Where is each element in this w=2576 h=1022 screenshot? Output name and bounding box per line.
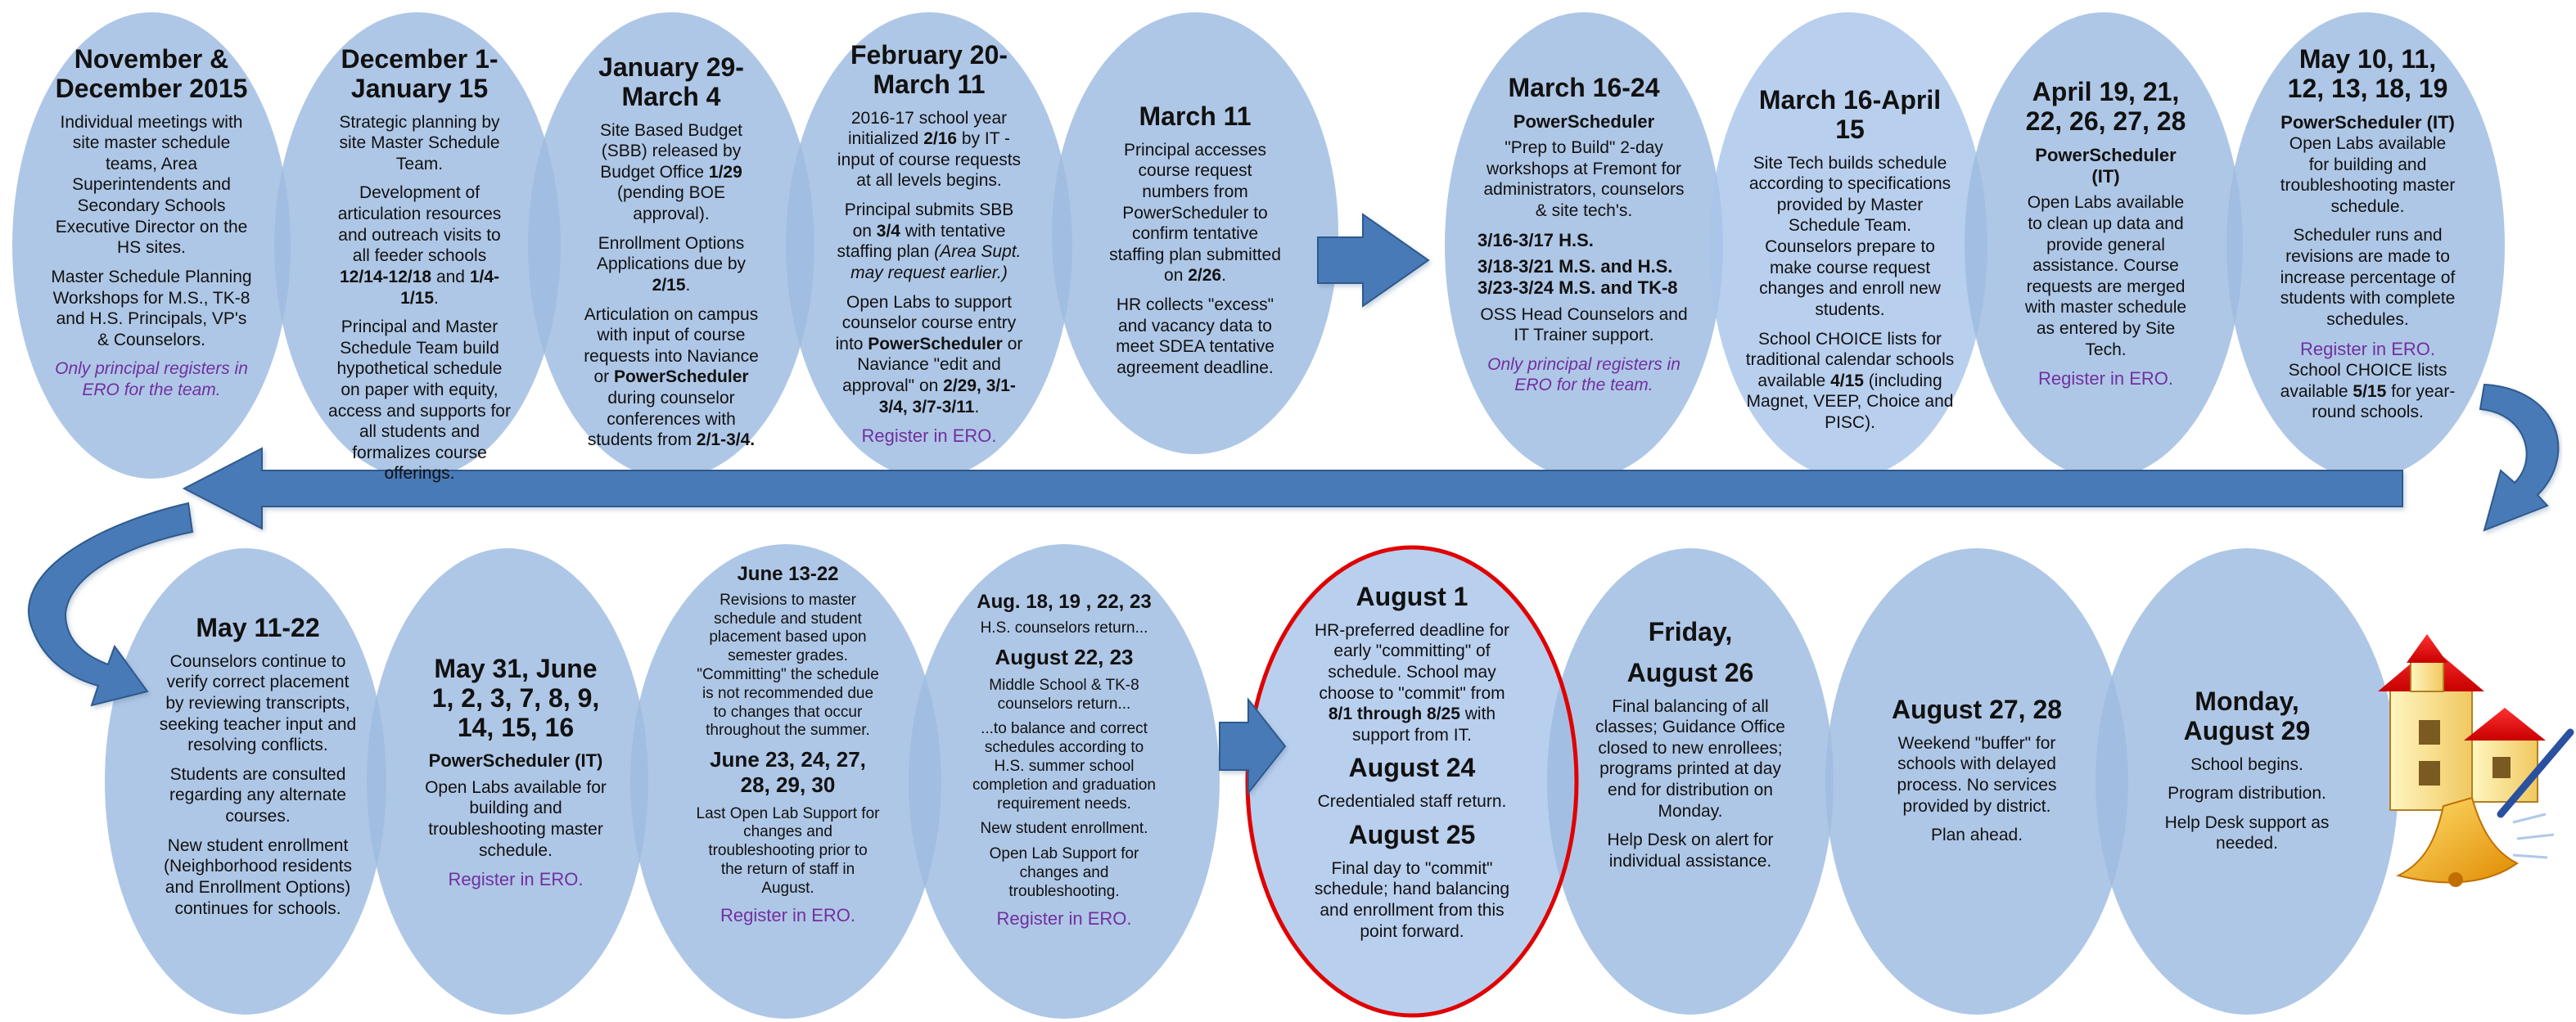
phase-title: August 25 [1348, 819, 1476, 849]
phase-april [2022, 78, 2190, 397]
right-curve-arrow-icon [2480, 385, 2558, 530]
phase-text: Strategic planning by site Master Schedule Team. [339, 112, 500, 173]
phase-subhead: June 23, 24, 27, 28, 29, 30 [710, 747, 866, 798]
phase-title: December 1- January 15 [341, 44, 499, 103]
phase-text: HR-preferred deadline for early "committing" of schedule. School may choose to "commit" from 8/1 through 8/25 with support from IT. [1314, 620, 1510, 745]
phase-text: Counselors continue to verify correct placement by reviewing transcripts, seeking teacher input and resolving conflicts. [159, 651, 357, 755]
phase-text: Final balancing of all classes; Guidance Office closed to new enrollees; programs printed at day end for distribution on Monday. [1595, 696, 1785, 821]
phase-subhead: June 13-22 [737, 563, 839, 585]
schoolhouse-with-bell-icon [2378, 634, 2570, 887]
phase-title: Friday, [1648, 617, 1733, 646]
registration-note: Only principal registers in ERO for the team. [55, 359, 248, 399]
phase-may-10 [2280, 45, 2456, 431]
phase-text: Help Desk support as needed. [2164, 813, 2330, 853]
workshop-date: 3/16-3/17 H.S. [1477, 229, 1594, 250]
phase-title: March 16-24 [1508, 73, 1660, 102]
phase-subhead: PowerScheduler (IT) [428, 750, 603, 772]
phase-text: Development of articulation resources and outreach visits to all feeder schools 12/14-12/18 and 1/4-1/15. [337, 183, 502, 308]
phase-title: Monday, August 29 [2183, 687, 2311, 745]
phase-text: Principal and Master Schedule Team build hypothetical schedule on paper with equity, access and supports for all students and formalizes course offerings. [328, 317, 511, 484]
phase-may-june [422, 655, 610, 898]
phase-title: August 26 [1626, 657, 1754, 687]
phase-title: August 24 [1348, 753, 1476, 783]
register-link[interactable]: Register in ERO. [2299, 338, 2436, 359]
phase-mar-16-24 [1477, 74, 1690, 402]
phase-text: OSS Head Counselors and IT Trainer support. [1480, 304, 1688, 345]
phase-text: 2016-17 school year initialized 2/16 by IT - input of course requests at all levels begins. [837, 108, 1022, 191]
phase-nov-dec-2015 [49, 45, 254, 407]
phase-text: Principal accesses course request numbers from PowerScheduler to confirm tentative staffing plan submitted on 2/26. [1109, 140, 1281, 286]
phase-text: H.S. counselors return... [980, 619, 1148, 637]
phase-text: Site Tech builds schedule according to specifications provided by Master Schedule Team. Counselors prepare to make course request changes and enroll new students. [1748, 153, 1951, 319]
phase-text: "Prep to Build" 2-day workshops at Fremont for administrators, counselors & site tech's. [1483, 138, 1685, 221]
phase-text: School CHOICE lists available 5/15 for year-round schools. [2280, 360, 2456, 422]
phase-text: Scheduler runs and revisions are made to increase percentage of students with complete schedules. [2280, 226, 2456, 329]
phase-text: School CHOICE lists for traditional calendar schools available 4/15 (including Magnet, VEEP, Choice and PISC). [1745, 329, 1955, 432]
phase-subhead: PowerScheduler (IT) [2281, 111, 2455, 133]
phase-text: Master Schedule Planning Workshops for M.S., TK-8 and H.S. Principals, VP's & Counselors. [51, 267, 252, 349]
phase-title: March 16-April 15 [1758, 85, 1942, 144]
phase-text: Middle School & TK-8 counselors return... [989, 676, 1139, 713]
phase-text: Last Open Lab Support for changes and troubleshooting prior to the return of staff in August. [696, 804, 880, 897]
registration-note: Only principal registers in ERO for the team. [1487, 355, 1680, 395]
phase-text: School begins. [2190, 754, 2303, 774]
phase-mar-11 [1105, 102, 1285, 387]
phase-aug-18 [970, 591, 1158, 936]
phase-text: Program distribution. [2168, 784, 2326, 804]
phase-text: Revisions to master schedule and student placement based upon semester grades. "Committing" the schedule is not recommended due to changes that occur throughout the summer. [697, 591, 879, 740]
phase-title: May 10, 11, 12, 13, 18, 19 [2287, 44, 2448, 103]
phase-aug-27 [1883, 696, 2071, 854]
phase-subhead: PowerScheduler (IT) [2035, 144, 2177, 187]
phase-text: Weekend "buffer" for schools with delayed process. No services provided by district. [1897, 733, 2057, 816]
phase-dec-jan [327, 45, 512, 493]
workshop-date: 3/18-3/21 M.S. and H.S. [1477, 256, 1673, 277]
phase-text: Students are consulted regarding any alternate courses. [169, 764, 346, 826]
phase-mar-apr [1744, 86, 1956, 442]
register-link[interactable]: Register in ERO. [720, 904, 856, 925]
phase-text: Open Labs to support counselor course entry into PowerScheduler or Naviance "edit and approval" on 2/29, 3/1-3/4, 3/7-3/11. [835, 292, 1023, 416]
phase-text: Individual meetings with site master schedule teams, Area Superintendents and Secondary Schools Executive Director on the HS sites. [55, 112, 248, 258]
phase-title: August 1 [1356, 582, 1468, 611]
phase-may-11-22 [156, 614, 360, 927]
phase-subhead: Aug. 18, 19 , 22, 23 [977, 591, 1152, 613]
phase-title: May 11-22 [196, 613, 320, 642]
phase-title: March 11 [1139, 101, 1252, 131]
phase-text: Open Labs available for building and troubleshooting master schedule. [2280, 134, 2456, 216]
register-link[interactable]: Register in ERO. [996, 907, 1132, 929]
phase-text: Help Desk on alert for individual assistance. [1607, 831, 1774, 871]
phase-text: Plan ahead. [1930, 826, 2023, 845]
phase-title: August 27, 28 [1891, 695, 2063, 724]
phase-title: February 20- March 11 [850, 40, 1008, 99]
phase-aug-1 [1310, 583, 1514, 950]
phase-text: New student enrollment (Neighborhood residents and Enrollment Options) continues for schools. [164, 835, 352, 918]
phase-text: Open Labs available to clean up data and provide general assistance. Course requests are merged with master schedule as entered by Site Tech. [2024, 193, 2187, 359]
register-link[interactable]: Register in ERO. [2037, 368, 2174, 389]
phase-aug-29 [2153, 687, 2341, 862]
register-link[interactable]: Register in ERO. [861, 425, 997, 447]
phase-title: January 29- March 4 [598, 52, 744, 111]
phase-text: Credentialed staff return. [1317, 792, 1507, 812]
phase-subhead: PowerScheduler [1513, 110, 1655, 132]
phase-text: ...to balance and correct schedules according to H.S. summer school completion and graduation requirement needs. [972, 720, 1156, 813]
phase-feb-mar [835, 41, 1023, 454]
phase-text: Open Lab Support for changes and troubleshooting. [989, 845, 1139, 900]
phase-text: Open Labs available for building and troubleshooting master schedule. [425, 777, 607, 860]
phase-text: Principal submits SBB on 3/4 with tentative staffing plan (Area Supt. may request earlier.) [837, 200, 1022, 282]
phase-title: April 19, 21, 22, 26, 27, 28 [2025, 77, 2186, 136]
phase-aug-26 [1592, 618, 1789, 880]
phase-text: Final day to "commit" schedule; hand balancing and enrollment from this point forward. [1314, 858, 1510, 941]
phase-subhead: August 22, 23 [995, 644, 1134, 669]
phase-jan-mar [577, 53, 765, 459]
workshop-date: 3/23-3/24 M.S. and TK-8 [1477, 277, 1678, 299]
phase-text: Articulation on campus with input of course requests into Naviance or PowerScheduler during counselor conferences with students from 2/1-3/4. [584, 304, 759, 450]
phase-text: HR collects "excess" and vacancy data to meet SDEA tentative agreement deadline. [1116, 295, 1274, 377]
phase-text: Site Based Budget (SBB) released by Budget Office 1/29 (pending BOE approval). [600, 120, 742, 224]
phase-june [696, 563, 880, 933]
register-link[interactable]: Register in ERO. [448, 869, 584, 890]
phase-text: New student enrollment. [980, 820, 1148, 838]
phase-text: Enrollment Options Applications due by 2/15. [596, 233, 747, 295]
phase-title: May 31, June 1, 2, 3, 7, 8, 9, 14, 15, 16 [431, 654, 600, 742]
phase-title: November & December 2015 [55, 44, 248, 103]
